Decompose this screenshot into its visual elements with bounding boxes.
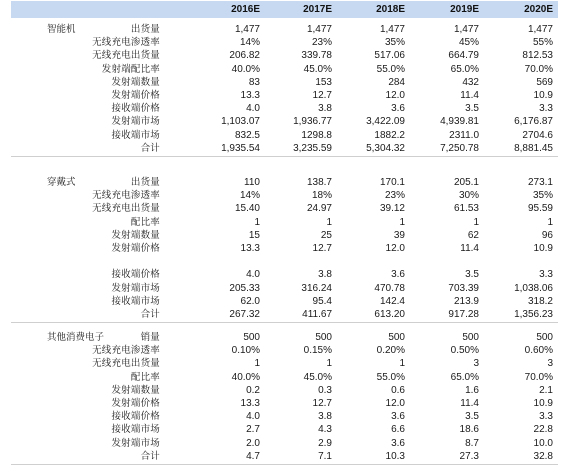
table-cell: 153 — [315, 76, 332, 88]
table-cell: 12.7 — [312, 398, 332, 409]
table-cell: 1 — [254, 358, 260, 370]
table-cell: 1,936.77 — [293, 116, 332, 128]
table-cell: 142.4 — [379, 295, 405, 307]
table-cell: 13.3 — [240, 398, 260, 409]
table-cell: 3.5 — [465, 411, 479, 423]
row-label: 接收端价格 — [111, 103, 160, 115]
row-label: 发射端市场 — [111, 437, 160, 449]
table-cell: 3.6 — [391, 437, 405, 449]
table-cell: 3.3 — [539, 103, 553, 115]
table-cell: 3.5 — [465, 103, 479, 115]
table-cell: 35% — [384, 37, 405, 49]
table-cell: 1 — [326, 358, 332, 370]
table-cell: 3 — [473, 358, 479, 370]
table-cell: 5,304.32 — [366, 142, 405, 154]
table-cell: 3.6 — [391, 269, 405, 281]
row-label: 接收端价格 — [111, 411, 160, 423]
table-cell: 13.3 — [240, 243, 260, 254]
table-cell: 3 — [547, 358, 553, 370]
table-cell: 206.82 — [229, 50, 260, 62]
table-cell: 411.67 — [302, 309, 332, 320]
table-cell: 500 — [462, 332, 479, 343]
row-label: 接收端市场 — [111, 129, 160, 141]
row-label: 出货量 — [130, 24, 160, 35]
table-cell: 0.50% — [450, 345, 479, 357]
table-cell: 3,235.59 — [293, 142, 332, 154]
table-cell: 15.40 — [234, 203, 260, 215]
table-cell: 1,477 — [379, 24, 405, 35]
table-cell: 0.3 — [318, 384, 332, 396]
table-cell: 8,881.45 — [514, 142, 553, 154]
table-cell: 11.4 — [460, 243, 479, 254]
table-cell: 1,477 — [234, 24, 260, 35]
table-cell: 569 — [536, 76, 553, 88]
table-cell: 23% — [311, 37, 332, 49]
table-cell: 1 — [547, 216, 553, 228]
row-label: 发射端数量 — [111, 229, 160, 241]
table-cell: 0.6 — [391, 384, 405, 396]
column-header: 2019E — [450, 4, 479, 15]
row-label: 合计 — [140, 142, 160, 154]
table-cell: 3,422.09 — [366, 116, 405, 128]
row-label: 无线充电渗透率 — [92, 190, 160, 202]
row-label: 销量 — [140, 332, 160, 343]
table-cell: 13.3 — [240, 90, 260, 101]
table-cell: 62 — [467, 229, 479, 241]
table-cell: 70.0% — [524, 63, 553, 75]
row-label: 发射端价格 — [111, 90, 160, 101]
table-cell: 318.2 — [527, 295, 553, 307]
table-cell: 1 — [399, 216, 405, 228]
table-cell: 205.33 — [229, 282, 260, 294]
table-cell: 500 — [388, 332, 405, 343]
table-cell: 6.6 — [391, 424, 405, 436]
table-cell: 39 — [393, 229, 405, 241]
table-cell: 4.3 — [318, 424, 332, 436]
table-cell: 45% — [458, 37, 479, 49]
table-cell: 10.0 — [533, 437, 553, 449]
table-cell: 470.78 — [374, 282, 405, 294]
table-cell: 3.5 — [465, 269, 479, 281]
table-cell: 432 — [462, 76, 479, 88]
table-cell: 12.0 — [385, 398, 405, 409]
table-cell: 83 — [248, 76, 260, 88]
table-cell: 0.2 — [246, 384, 260, 396]
table-cell: 12.0 — [385, 243, 405, 254]
table-cell: 1,356.23 — [514, 309, 553, 320]
table-cell: 0.60% — [524, 345, 553, 357]
table-cell: 500 — [315, 332, 332, 343]
column-header: 2016E — [231, 4, 260, 15]
section-category: 智能机 — [47, 24, 76, 35]
section-divider — [11, 322, 558, 323]
table-cell: 1298.8 — [301, 129, 332, 141]
row-label: 无线充电出货量 — [92, 358, 160, 370]
table-cell: 1,935.54 — [221, 142, 260, 154]
table-cell: 96 — [541, 229, 553, 241]
table-cell: 23% — [384, 190, 405, 202]
table-cell: 45.0% — [303, 63, 332, 75]
row-label: 发射端数量 — [111, 76, 160, 88]
table-cell: 10.9 — [533, 243, 553, 254]
table-cell: 1,038.06 — [514, 282, 553, 294]
table-cell: 170.1 — [379, 177, 405, 188]
table-cell: 703.39 — [448, 282, 479, 294]
table-cell: 3.3 — [539, 411, 553, 423]
table-cell: 62.0 — [240, 295, 260, 307]
row-label: 发射端配比率 — [101, 63, 160, 75]
table-cell: 812.53 — [522, 50, 553, 62]
table-cell: 1882.2 — [374, 129, 405, 141]
table-cell: 95.59 — [527, 203, 553, 215]
table-cell: 0.15% — [303, 345, 332, 357]
table-cell: 517.06 — [374, 50, 405, 62]
table-cell: 3.3 — [539, 269, 553, 281]
section-divider — [11, 156, 558, 157]
table-cell: 4.7 — [246, 450, 260, 462]
row-label: 发射端价格 — [111, 398, 160, 409]
table-cell: 55.0% — [376, 63, 405, 75]
table-cell: 613.20 — [374, 309, 405, 320]
row-label: 无线充电出货量 — [92, 50, 160, 62]
column-header: 2018E — [376, 4, 405, 15]
row-label: 合计 — [140, 450, 160, 462]
table-cell: 18% — [311, 190, 332, 202]
table-cell: 25 — [320, 229, 332, 241]
table-cell: 10.9 — [533, 90, 553, 101]
table-cell: 316.24 — [301, 282, 332, 294]
table-cell: 284 — [388, 76, 405, 88]
table-cell: 1,477 — [527, 24, 553, 35]
table-cell: 40.0% — [231, 371, 260, 383]
table-cell: 4.0 — [246, 269, 260, 281]
row-label: 发射端价格 — [111, 243, 160, 254]
table-cell: 3.6 — [391, 103, 405, 115]
table-cell: 8.7 — [465, 437, 479, 449]
row-label: 无线充电渗透率 — [92, 345, 160, 357]
table-cell: 40.0% — [231, 63, 260, 75]
section-divider — [11, 464, 558, 465]
table-cell: 2311.0 — [449, 129, 479, 141]
table-cell: 2704.6 — [522, 129, 553, 141]
row-label: 无线充电出货量 — [92, 203, 160, 215]
table-cell: 500 — [536, 332, 553, 343]
row-label: 接收端市场 — [111, 295, 160, 307]
table-cell: 18.6 — [459, 424, 479, 436]
table-cell: 3.8 — [318, 103, 332, 115]
table-cell: 11.4 — [460, 398, 479, 409]
table-cell: 12.0 — [385, 90, 405, 101]
table-cell: 27.3 — [459, 450, 479, 462]
table-cell: 1 — [326, 216, 332, 228]
table-cell: 917.28 — [448, 309, 479, 320]
table-cell: 35% — [532, 190, 553, 202]
table-cell: 1 — [473, 216, 479, 228]
table-cell: 32.8 — [533, 450, 553, 462]
table-cell: 15 — [248, 229, 260, 241]
table-cell: 7.1 — [318, 450, 332, 462]
table-cell: 1 — [254, 216, 260, 228]
table-cell: 339.78 — [301, 50, 332, 62]
row-label: 接收端市场 — [111, 424, 160, 436]
table-cell: 1 — [399, 358, 405, 370]
table-cell: 832.5 — [234, 129, 260, 141]
table-cell: 1.6 — [465, 384, 479, 396]
table-cell: 205.1 — [453, 177, 479, 188]
table-cell: 22.8 — [533, 424, 553, 436]
table-cell: 500 — [243, 332, 260, 343]
table-cell: 1,477 — [453, 24, 479, 35]
table-cell: 0.20% — [376, 345, 405, 357]
column-header: 2017E — [303, 4, 332, 15]
table-cell: 2.1 — [539, 384, 553, 396]
table-cell: 24.97 — [306, 203, 332, 215]
table-cell: 95.4 — [312, 295, 332, 307]
table-cell: 138.7 — [306, 177, 332, 188]
table-cell: 14% — [239, 190, 260, 202]
table-cell: 267.32 — [229, 309, 260, 320]
table-cell: 12.7 — [312, 243, 332, 254]
table-cell: 7,250.78 — [440, 142, 479, 154]
table-cell: 2.7 — [246, 424, 260, 436]
table-cell: 55.0% — [376, 371, 405, 383]
table-cell: 0.10% — [231, 345, 260, 357]
table-cell: 10.3 — [385, 450, 405, 462]
row-label: 发射端市场 — [111, 116, 160, 128]
table-cell: 39.12 — [379, 203, 405, 215]
column-header: 2020E — [524, 4, 553, 15]
table-cell: 45.0% — [303, 371, 332, 383]
row-label: 无线充电渗透率 — [92, 37, 160, 49]
table-cell: 213.9 — [453, 295, 479, 307]
table-cell: 55% — [532, 37, 553, 49]
table-cell: 11.4 — [460, 90, 479, 101]
table-cell: 1,477 — [306, 24, 332, 35]
table-cell: 4.0 — [246, 103, 260, 115]
table-cell: 3.6 — [391, 411, 405, 423]
table-cell: 4,939.81 — [440, 116, 479, 128]
table-cell: 4.0 — [246, 411, 260, 423]
table-cell: 6,176.87 — [514, 116, 553, 128]
table-cell: 65.0% — [450, 371, 479, 383]
table-cell: 3.8 — [318, 411, 332, 423]
section-category: 穿戴式 — [47, 177, 76, 188]
table-cell: 61.53 — [453, 203, 479, 215]
table-cell: 70.0% — [524, 371, 553, 383]
table-cell: 10.9 — [533, 398, 553, 409]
table-cell: 110 — [244, 177, 260, 188]
table-cell: 30% — [458, 190, 479, 202]
table-cell: 3.8 — [318, 269, 332, 281]
row-label: 发射端数量 — [111, 384, 160, 396]
table-cell: 2.0 — [246, 437, 260, 449]
row-label: 合计 — [140, 309, 160, 320]
table-cell: 1,103.07 — [221, 116, 260, 128]
table-cell: 664.79 — [448, 50, 479, 62]
table-cell: 273.1 — [527, 177, 553, 188]
table-cell: 65.0% — [450, 63, 479, 75]
row-label: 接收端价格 — [111, 269, 160, 281]
table-cell: 14% — [239, 37, 260, 49]
row-label: 出货量 — [130, 177, 160, 188]
table-cell: 12.7 — [312, 90, 332, 101]
row-label: 发射端市场 — [111, 282, 160, 294]
row-label: 配比率 — [130, 216, 160, 228]
section-category: 其他消费电子 — [47, 332, 105, 343]
table-cell: 2.9 — [318, 437, 332, 449]
row-label: 配比率 — [130, 371, 160, 383]
